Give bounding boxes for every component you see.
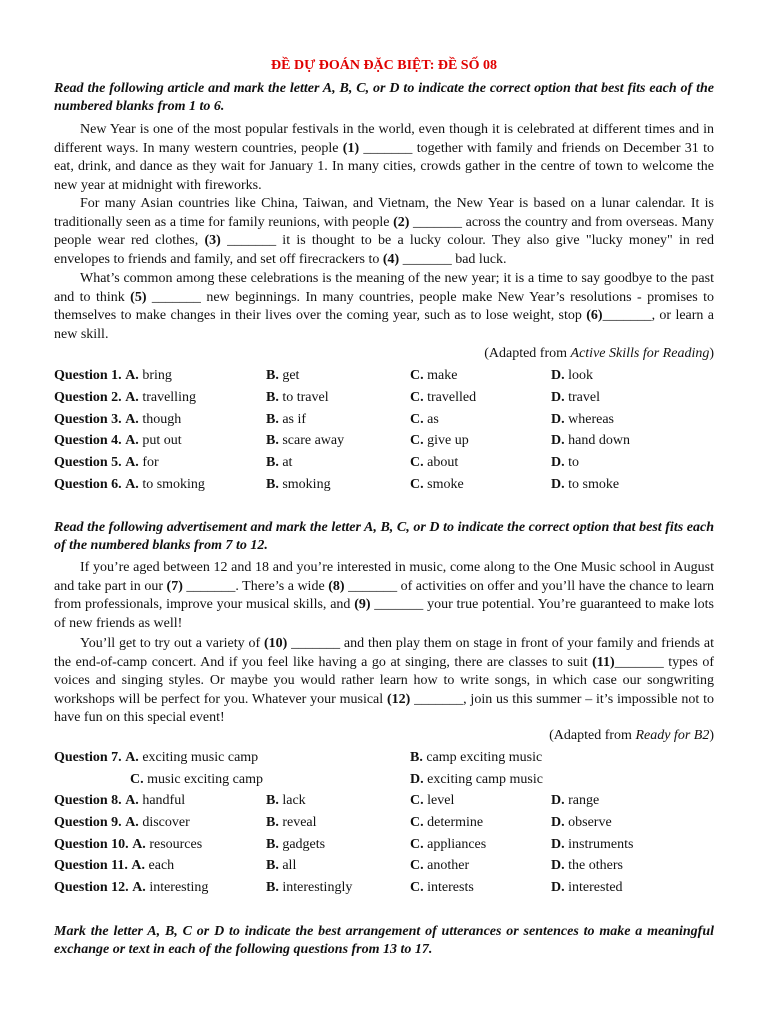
option-c: music exciting camp xyxy=(147,772,263,787)
option-c: C. give up xyxy=(410,433,469,449)
section1-paragraph-2: For many Asian countries like China, Taiwan, and Vietnam, the New Year is based on a lunar calendar. It is traditionally seen as a time for family reunions, with people (2) _______ across the country and from overseas. Many people wear red clothes, (3) _______ it is thought to be a lucky colour. They also give "lucky money" in red envelopes to friends and family, and set off firecrackers to (4) _______ bad luck. xyxy=(54,196,714,267)
option-d: D. observe xyxy=(551,814,612,830)
option-a: Question 12. A. interesting xyxy=(54,880,209,896)
option-a: Question 2. A. travelling xyxy=(54,389,196,405)
option-b: B. as if xyxy=(266,411,307,427)
option-b: B. interestingly xyxy=(266,880,353,896)
option-a: Question 8. A. handful xyxy=(54,793,186,808)
option-c: C. another xyxy=(410,858,470,874)
section2-paragraph-1: If you’re aged between 12 and 18 and you’re interested in music, come along to the One Music school in August and take part in our (7) _______. There’s a wide (8) _______ of activities on offer and you’ll have the chance to learn from professionals, improve your musical skills, and (9) _______ your true potential. You’re guaranteed to make lots of new friends as well! xyxy=(54,560,715,631)
section1-source: (Adapted from Active Skills for Reading) xyxy=(484,346,714,361)
option-c: C. smoke xyxy=(410,477,464,492)
option-d: D. travel xyxy=(551,389,600,405)
option-a: Question 10. A. resources xyxy=(54,836,203,852)
question-row xyxy=(54,455,714,475)
question-row xyxy=(54,433,714,453)
question-7: Question 7. A. exciting music camp B. camp exciting music xyxy=(54,750,543,765)
option-a: Question 5. A. for xyxy=(54,455,159,471)
question-row xyxy=(54,858,714,878)
option-b: B. to travel xyxy=(266,389,329,405)
option-c: C. as xyxy=(410,411,439,427)
option-b: B. gadgets xyxy=(266,836,326,852)
option-c: C. make xyxy=(410,368,458,383)
question-row xyxy=(54,390,714,410)
option-c: C. travelled xyxy=(410,389,477,405)
option-d: D. to smoke xyxy=(551,477,620,492)
question-row xyxy=(54,880,714,900)
section2-instruction: Read the following advertisement and mark the letter A, B, C, or D to indicate the correct option that best fits each of the numbered blanks from 7 to 12. xyxy=(54,520,714,553)
section2-source: (Adapted from Ready for B2) xyxy=(549,728,714,743)
option-a: Question 11. A. each xyxy=(54,858,175,874)
option-a: Question 6. A. to smoking xyxy=(54,477,205,492)
question-7-row-2: C. music exciting camp D. exciting camp music xyxy=(130,772,543,787)
section3-instruction: Mark the letter A, B, C or D to indicate the best arrangement of utterances or sentences to make a meaningful exchange or text in each of the following questions from 13 to 17. xyxy=(54,924,714,957)
option-a: Question 1. A. bring xyxy=(54,368,172,383)
option-c: C. about xyxy=(410,455,459,471)
option-c: C. level xyxy=(410,793,455,808)
option-d: D. interested xyxy=(551,880,623,896)
section1-paragraph-1: New Year is one of the most popular festivals in the world, even though it is celebrated at different times and in different ways. In many western countries, people (1) _______ together with family and friends on December 31 to eat, drink, and dance as they wait for January 1. In many cities, crowds gather in the centre of town to welcome the new year at midnight with fireworks. xyxy=(54,122,714,193)
option-b: B. all xyxy=(266,858,297,874)
question-row xyxy=(54,815,714,835)
option-d: D. range xyxy=(551,793,600,808)
option-d: D. to xyxy=(551,455,580,471)
question-row xyxy=(54,368,714,388)
question-row xyxy=(54,837,714,857)
option-a: exciting music camp xyxy=(142,750,259,765)
option-a: Question 4. A. put out xyxy=(54,433,182,449)
option-c: C. determine xyxy=(410,814,484,830)
option-d: D. look xyxy=(551,368,594,383)
section1-instruction: Read the following article and mark the letter A, B, C, or D to indicate the correct option that best fits each of the numbered blanks from 1 to 6. xyxy=(54,81,714,114)
option-b: B. reveal xyxy=(266,814,317,830)
section1-paragraph-3: What’s common among these celebrations is the meaning of the new year; it is a time to say goodbye to the past and to think (5) _______ new beginnings. In many countries, people make New Year’s resolutions - promises to themselves to make changes in their lives over the coming year, such as to lose weight, stop (6)_______, or learn a new skill. xyxy=(54,271,714,342)
option-b: B. lack xyxy=(266,793,306,808)
option-b: B. at xyxy=(266,455,293,471)
section2-paragraph-2: You’ll get to try out a variety of (10) _______ and then play them on stage in front of your family and friends at the end-of-camp concert. And if you feel like having a go at singing, there are classes to suit (11)_______ types of voices and singing styles. Or maybe you would rather learn how to write songs, in which case our songwriting workshops will be perfect for you. Whatever your musical (12) _______, join us this summer – it’s impossible not to have fun on this special event! xyxy=(54,636,715,725)
option-b: B. smoking xyxy=(266,477,331,492)
option-d: D. hand down xyxy=(551,433,630,449)
option-a: Question 9. A. discover xyxy=(54,814,190,830)
option-b: B. scare away xyxy=(266,433,345,449)
option-c: C. interests xyxy=(410,880,474,896)
question-row xyxy=(54,412,714,432)
option-a: Question 3. A. though xyxy=(54,411,182,427)
question-row xyxy=(54,793,714,813)
option-d: D. whereas xyxy=(551,411,614,427)
option-d: exciting camp music xyxy=(427,772,543,787)
option-c: C. appliances xyxy=(410,836,487,852)
question-row xyxy=(54,477,714,497)
option-b: B. get xyxy=(266,368,300,383)
option-d: D. the others xyxy=(551,858,623,874)
option-b: camp exciting music xyxy=(426,750,543,765)
page-title: ĐỀ DỰ ĐOÁN ĐẶC BIỆT: ĐỀ SỐ 08 xyxy=(271,58,497,73)
option-d: D. instruments xyxy=(551,836,634,852)
